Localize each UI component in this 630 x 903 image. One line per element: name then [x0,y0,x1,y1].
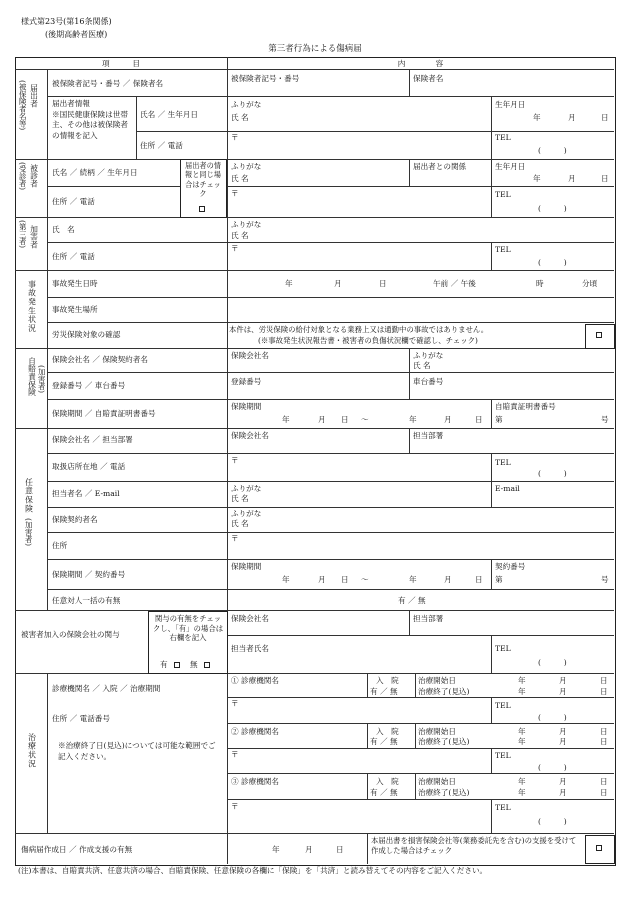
rule [409,69,410,96]
voluntary-lump-label: 任意対人一括の有無 [52,596,121,605]
treatment-entry-2-yes-no: 有 ／ 無 [370,737,398,746]
footer-date-label: 傷病届作成日 ／ 作成支援の有無 [21,845,133,854]
treatment-entry-1-month-b: 月 [559,687,567,696]
voluntary-month2: 月 [444,575,452,584]
compulsory-company-label: 保険会社名 ／ 保険契約者名 [52,355,148,364]
workers-comp-checkbox[interactable] [596,332,602,338]
patient-day: 日 [601,174,609,183]
rule [136,96,137,159]
offender-tel-parens: ( ) [538,258,567,267]
voluntary-company: 保険会社名 [231,431,269,440]
offender-address-label: 住所 ／ 電話 [52,252,95,261]
treatment-entry-1-label: ① 診療機関名 [231,676,279,685]
treatment-entry-1-year-a: 年 [518,676,526,685]
accident-day: 日 [379,279,387,288]
patient-address-label: 住所 ／ 電話 [52,197,95,206]
compulsory-group-label: 自賠責保険 [27,357,37,396]
rule [227,773,614,774]
voluntary-no-prefix: 第 [495,575,503,584]
rule [415,723,416,748]
rule [47,532,614,533]
treatment-entry-1-year-b: 年 [518,687,526,696]
notifier-info-note: ※国民健康保険は世帯主、その他は被保険者の情報を記入 [52,110,128,140]
offender-tel: TEL [495,245,511,254]
notifier-furigana: ふりがな [231,100,262,109]
patient-dob: 生年月日 [495,162,526,171]
victim-no-checkbox[interactable] [204,662,210,668]
treatment-entry-2-month-b: 月 [559,737,567,746]
victim-yes-label: 有 [160,660,168,669]
rule [409,610,410,635]
notifier-info-label: 届出者情報 [52,99,90,108]
voluntary-contractor-name: 氏 名 [231,519,249,528]
voluntary-day1: 日 [341,575,349,584]
treatment-entry-2-day-b: 日 [600,737,608,746]
compulsory-no-prefix: 第 [495,415,503,424]
patient-relation: 届出者との関係 [413,162,467,171]
patient-year: 年 [533,174,541,183]
treatment-entry-1-start: 治療開始日 [418,676,456,685]
rule [491,559,492,589]
rule [491,635,492,673]
treatment-entry-1-month-a: 月 [559,676,567,685]
compulsory-furigana: ふりがな [413,351,444,360]
rule [47,399,614,400]
offender-postal: 〒 [231,244,239,253]
voluntary-office-label: 取扱店所在地 ／ 電話 [52,462,126,471]
voluntary-person-furigana: ふりがな [231,484,262,493]
voluntary-day2: 日 [475,575,483,584]
compulsory-reg: 登録番号 [231,377,262,386]
compulsory-name: 氏 名 [413,361,431,370]
notifier-address-phone-label: 住所 ／ 電話 [140,141,183,150]
voluntary-period-label: 保険期間 ／ 契約番号 [52,570,126,579]
rule [227,748,614,749]
footer-note: (注)本書は、自賠責共済、任意共済の場合、自賠責保険、任意保険の各欄に「保険」を「共済」と読み替えてその内容をご記入ください。 [18,866,488,875]
treatment-entry-2-postal: 〒 [231,750,239,759]
rule [15,428,614,429]
notifier-year: 年 [533,113,541,122]
compulsory-day2: 日 [475,415,483,424]
compulsory-tilde: 〜 [361,415,369,424]
treatment-entry-3-postal: 〒 [231,802,239,811]
notifier-day: 日 [601,113,609,122]
accident-ampm: 午前 ／ 午後 [433,279,476,288]
victim-insurance-note: 関与の有無をチェックし、「有」の場合は右欄を記入 [152,614,224,643]
rule [367,773,368,799]
offender-group-paren: (第三者) [18,220,28,248]
treatment-entry-3-inpatient: 入 院 [376,777,399,786]
form-subtitle: (後期高齢者医療) [45,30,108,39]
accident-datetime-label: 事故発生日時 [52,279,98,288]
compulsory-chassis: 車台番号 [413,377,444,386]
treatment-entry-2-tel: TEL [495,751,511,760]
voluntary-person-name: 氏 名 [231,494,249,503]
treatment-entry-3-end: 治療終了(見込) [418,788,470,797]
rule [15,159,614,160]
rule [47,242,614,243]
patient-group-paren: (受診者) [18,162,28,190]
treatment-entry-3-start: 治療開始日 [418,777,456,786]
accident-workers-comp-text1: 本件は、労災保険の給付対象となる業務上又は通勤中の事故ではありません。 [229,325,489,334]
voluntary-address-postal: 〒 [231,534,239,543]
notifier-month: 月 [568,113,576,122]
patient-tel-parens: ( ) [538,204,567,213]
compulsory-month1: 月 [318,415,326,424]
patient-same-label: 届出者の情報と同じ場合はチェック [185,161,221,199]
compulsory-period: 保険期間 [231,402,262,411]
rule [15,217,614,218]
rule [491,748,492,773]
treatment-entry-1-end: 治療終了(見込) [418,687,470,696]
rule [491,697,492,723]
treatment-address-label: 住所 ／ 電話番号 [52,714,110,723]
treatment-entry-3-label: ③ 診療機関名 [231,777,279,786]
voluntary-dept: 担当部署 [413,431,444,440]
treatment-entry-1-postal: 〒 [231,699,239,708]
patient-month: 月 [568,174,576,183]
rule [409,348,410,399]
rule [227,186,614,187]
compulsory-cert: 自賠責証明書番号 [495,402,556,411]
voluntary-period: 保険期間 [231,562,262,571]
treatment-entry-1-yes-no: 有 ／ 無 [370,687,398,696]
treatment-entry-1-day-a: 日 [600,676,608,685]
footer-year: 年 [272,845,280,854]
rule [15,69,614,70]
patient-name: 氏 名 [231,174,249,183]
treatment-entry-2-year-a: 年 [518,727,526,736]
rule [47,372,614,373]
treatment-entry-3-month-a: 月 [559,777,567,786]
patient-furigana: ふりがな [231,162,262,171]
support-checkbox[interactable] [596,845,602,851]
offender-group-label: 加害者 [29,225,39,249]
rule [47,96,614,97]
treatment-entry-3-tel-parens: ( ) [538,817,567,826]
form-title: 第三者行為による傷病届 [268,44,362,54]
voluntary-tel: TEL [495,458,511,467]
treatment-entry-3-day-b: 日 [600,788,608,797]
voluntary-group-label: 任意保険 [24,478,34,514]
treatment-entry-2-end: 治療終了(見込) [418,737,470,746]
rule [47,453,614,454]
voluntary-postal: 〒 [231,456,239,465]
accident-hour: 時 [536,279,544,288]
voluntary-yes-no: 有 ／ 無 [398,596,426,605]
voluntary-contractor-furigana: ふりがな [231,509,262,518]
column-item: 項 目 [102,59,140,68]
notifier-tel-parens: ( ) [538,146,567,155]
patient-group-label: 被診者 [29,164,39,188]
accident-place-label: 事故発生場所 [52,305,98,314]
voluntary-tilde: 〜 [361,575,369,584]
treatment-entry-2-day-a: 日 [600,727,608,736]
rule [47,297,614,298]
accident-year: 年 [285,279,293,288]
victim-tel: TEL [495,644,511,653]
rule [47,507,614,508]
treatment-entry-2-tel-parens: ( ) [538,763,567,772]
notifier-group-paren: (被保険者名等) [18,80,28,131]
rule [15,270,614,271]
rule [47,481,614,482]
notifier-dob: 生年月日 [495,100,526,109]
compulsory-reg-label: 登録番号 ／ 車台番号 [52,381,126,390]
rule [227,697,614,698]
voluntary-group-paren: (加害者) [24,518,34,546]
rule [491,131,492,159]
treatment-group-label: 治療状況 [27,733,37,769]
compulsory-company: 保険会社名 [231,351,269,360]
victim-insurance-label: 被害者加入の保険会社の関与 [21,630,120,639]
notifier-name-dob-label: 氏名 ／ 生年月日 [140,110,198,119]
treatment-entry-1-tel: TEL [495,701,511,710]
rule [409,159,410,186]
voluntary-address-label: 住所 [52,541,68,550]
rule [47,186,180,187]
rule [415,773,416,799]
rule [136,131,614,132]
rule [367,673,368,697]
accident-month: 月 [334,279,342,288]
victim-dept: 担当部署 [413,614,444,623]
treatment-inst-label: 診療機関名 ／ 入院 ／ 治療期間 [52,684,161,693]
voluntary-month1: 月 [318,575,326,584]
notifier-number-heading: 被保険者記号・番号 [231,74,300,83]
victim-company: 保険会社名 [231,614,269,623]
treatment-entry-2-label: ② 診療機関名 [231,727,279,736]
rule [15,833,614,834]
treatment-entry-3-month-b: 月 [559,788,567,797]
notifier-group-label: 届出者 [29,84,39,108]
voluntary-no-suffix: 号 [601,575,609,584]
rule [409,428,410,453]
victim-person: 担当者氏名 [231,644,269,653]
rule [15,348,614,349]
rule [491,96,492,131]
treatment-note: ※治療終了日(見込)については可能な範囲でご記入ください。 [58,741,216,761]
treatment-entry-3-year-a: 年 [518,777,526,786]
voluntary-company-label: 保険会社名 ／ 担当部署 [52,435,133,444]
treatment-entry-1-tel-parens: ( ) [538,713,567,722]
rule [227,635,614,636]
rule [15,610,614,611]
rule [367,833,368,864]
rule [227,57,228,864]
offender-furigana: ふりがな [231,220,262,229]
footer-month: 月 [305,845,313,854]
rule [15,673,614,674]
compulsory-no-suffix: 号 [601,415,609,424]
treatment-entry-1-day-b: 日 [600,687,608,696]
voluntary-email: E-mail [495,484,520,493]
rule [47,559,614,560]
voluntary-year1: 年 [282,575,290,584]
victim-yes-checkbox[interactable] [174,662,180,668]
offender-name-label: 氏 名 [52,225,75,234]
treatment-entry-3-tel: TEL [495,803,511,812]
voluntary-year2: 年 [409,575,417,584]
rule [47,589,614,590]
rule [367,723,368,748]
treatment-entry-2-month-a: 月 [559,727,567,736]
footer-support-text: 本届出書を損害保険会社等(業務委託先を含む)の支援を受けて作成した場合はチェック [371,836,577,855]
voluntary-tel-parens: ( ) [538,469,567,478]
compulsory-period-label: 保険期間 ／ 自賠責証明書番号 [52,409,156,418]
offender-name: 氏 名 [231,231,249,240]
patient-same-checkbox[interactable] [199,206,205,212]
rule [47,673,48,833]
compulsory-day1: 日 [341,415,349,424]
treatment-entry-1-inpatient: 入 院 [376,676,399,685]
rule [491,799,492,833]
voluntary-contract-no: 契約番号 [495,562,526,571]
column-content: 内 容 [397,59,444,68]
compulsory-month2: 月 [444,415,452,424]
compulsory-group-paren: (加害者) [37,365,47,393]
notifier-postal: 〒 [231,133,239,142]
notifier-tel: TEL [495,133,511,142]
rule [491,453,492,507]
patient-name-label: 氏名 ／ 続柄 ／ 生年月日 [52,168,138,177]
treatment-entry-3-year-b: 年 [518,788,526,797]
treatment-entry-3-yes-no: 有 ／ 無 [370,788,398,797]
treatment-entry-2-inpatient: 入 院 [376,727,399,736]
patient-postal: 〒 [231,189,239,198]
rule [47,322,614,323]
notifier-name: 氏 名 [231,113,249,122]
voluntary-person-label: 担当者名 ／ E-mail [52,489,120,498]
compulsory-year1: 年 [282,415,290,424]
form-number: 様式第23号(第16条関係) [21,17,112,26]
rule [227,723,614,724]
victim-tel-parens: ( ) [538,658,567,667]
rule [47,69,48,610]
treatment-entry-2-year-b: 年 [518,737,526,746]
rule [491,399,492,428]
accident-group-label: 事故発生状況 [27,280,37,333]
notifier-insured-label: 被保険者記号・番号 ／ 保険者名 [52,79,164,88]
victim-no-label: 無 [190,660,198,669]
compulsory-year2: 年 [409,415,417,424]
accident-minute: 分頃 [582,279,598,288]
rule [491,242,492,270]
rule [491,159,492,217]
treatment-entry-3-day-a: 日 [600,777,608,786]
patient-tel: TEL [495,190,511,199]
footer-day: 日 [336,845,344,854]
notifier-insurer-heading: 保険者名 [413,74,444,83]
voluntary-contractor-label: 保険契約者名 [52,515,98,524]
rule [227,799,614,800]
rule [415,673,416,697]
accident-workers-comp-label: 労災保険対象の確認 [52,330,121,339]
accident-workers-comp-text2: (※事故発生状況報告書・被害者の負傷状況欄で確認し、チェック) [258,336,478,345]
treatment-entry-2-start: 治療開始日 [418,727,456,736]
